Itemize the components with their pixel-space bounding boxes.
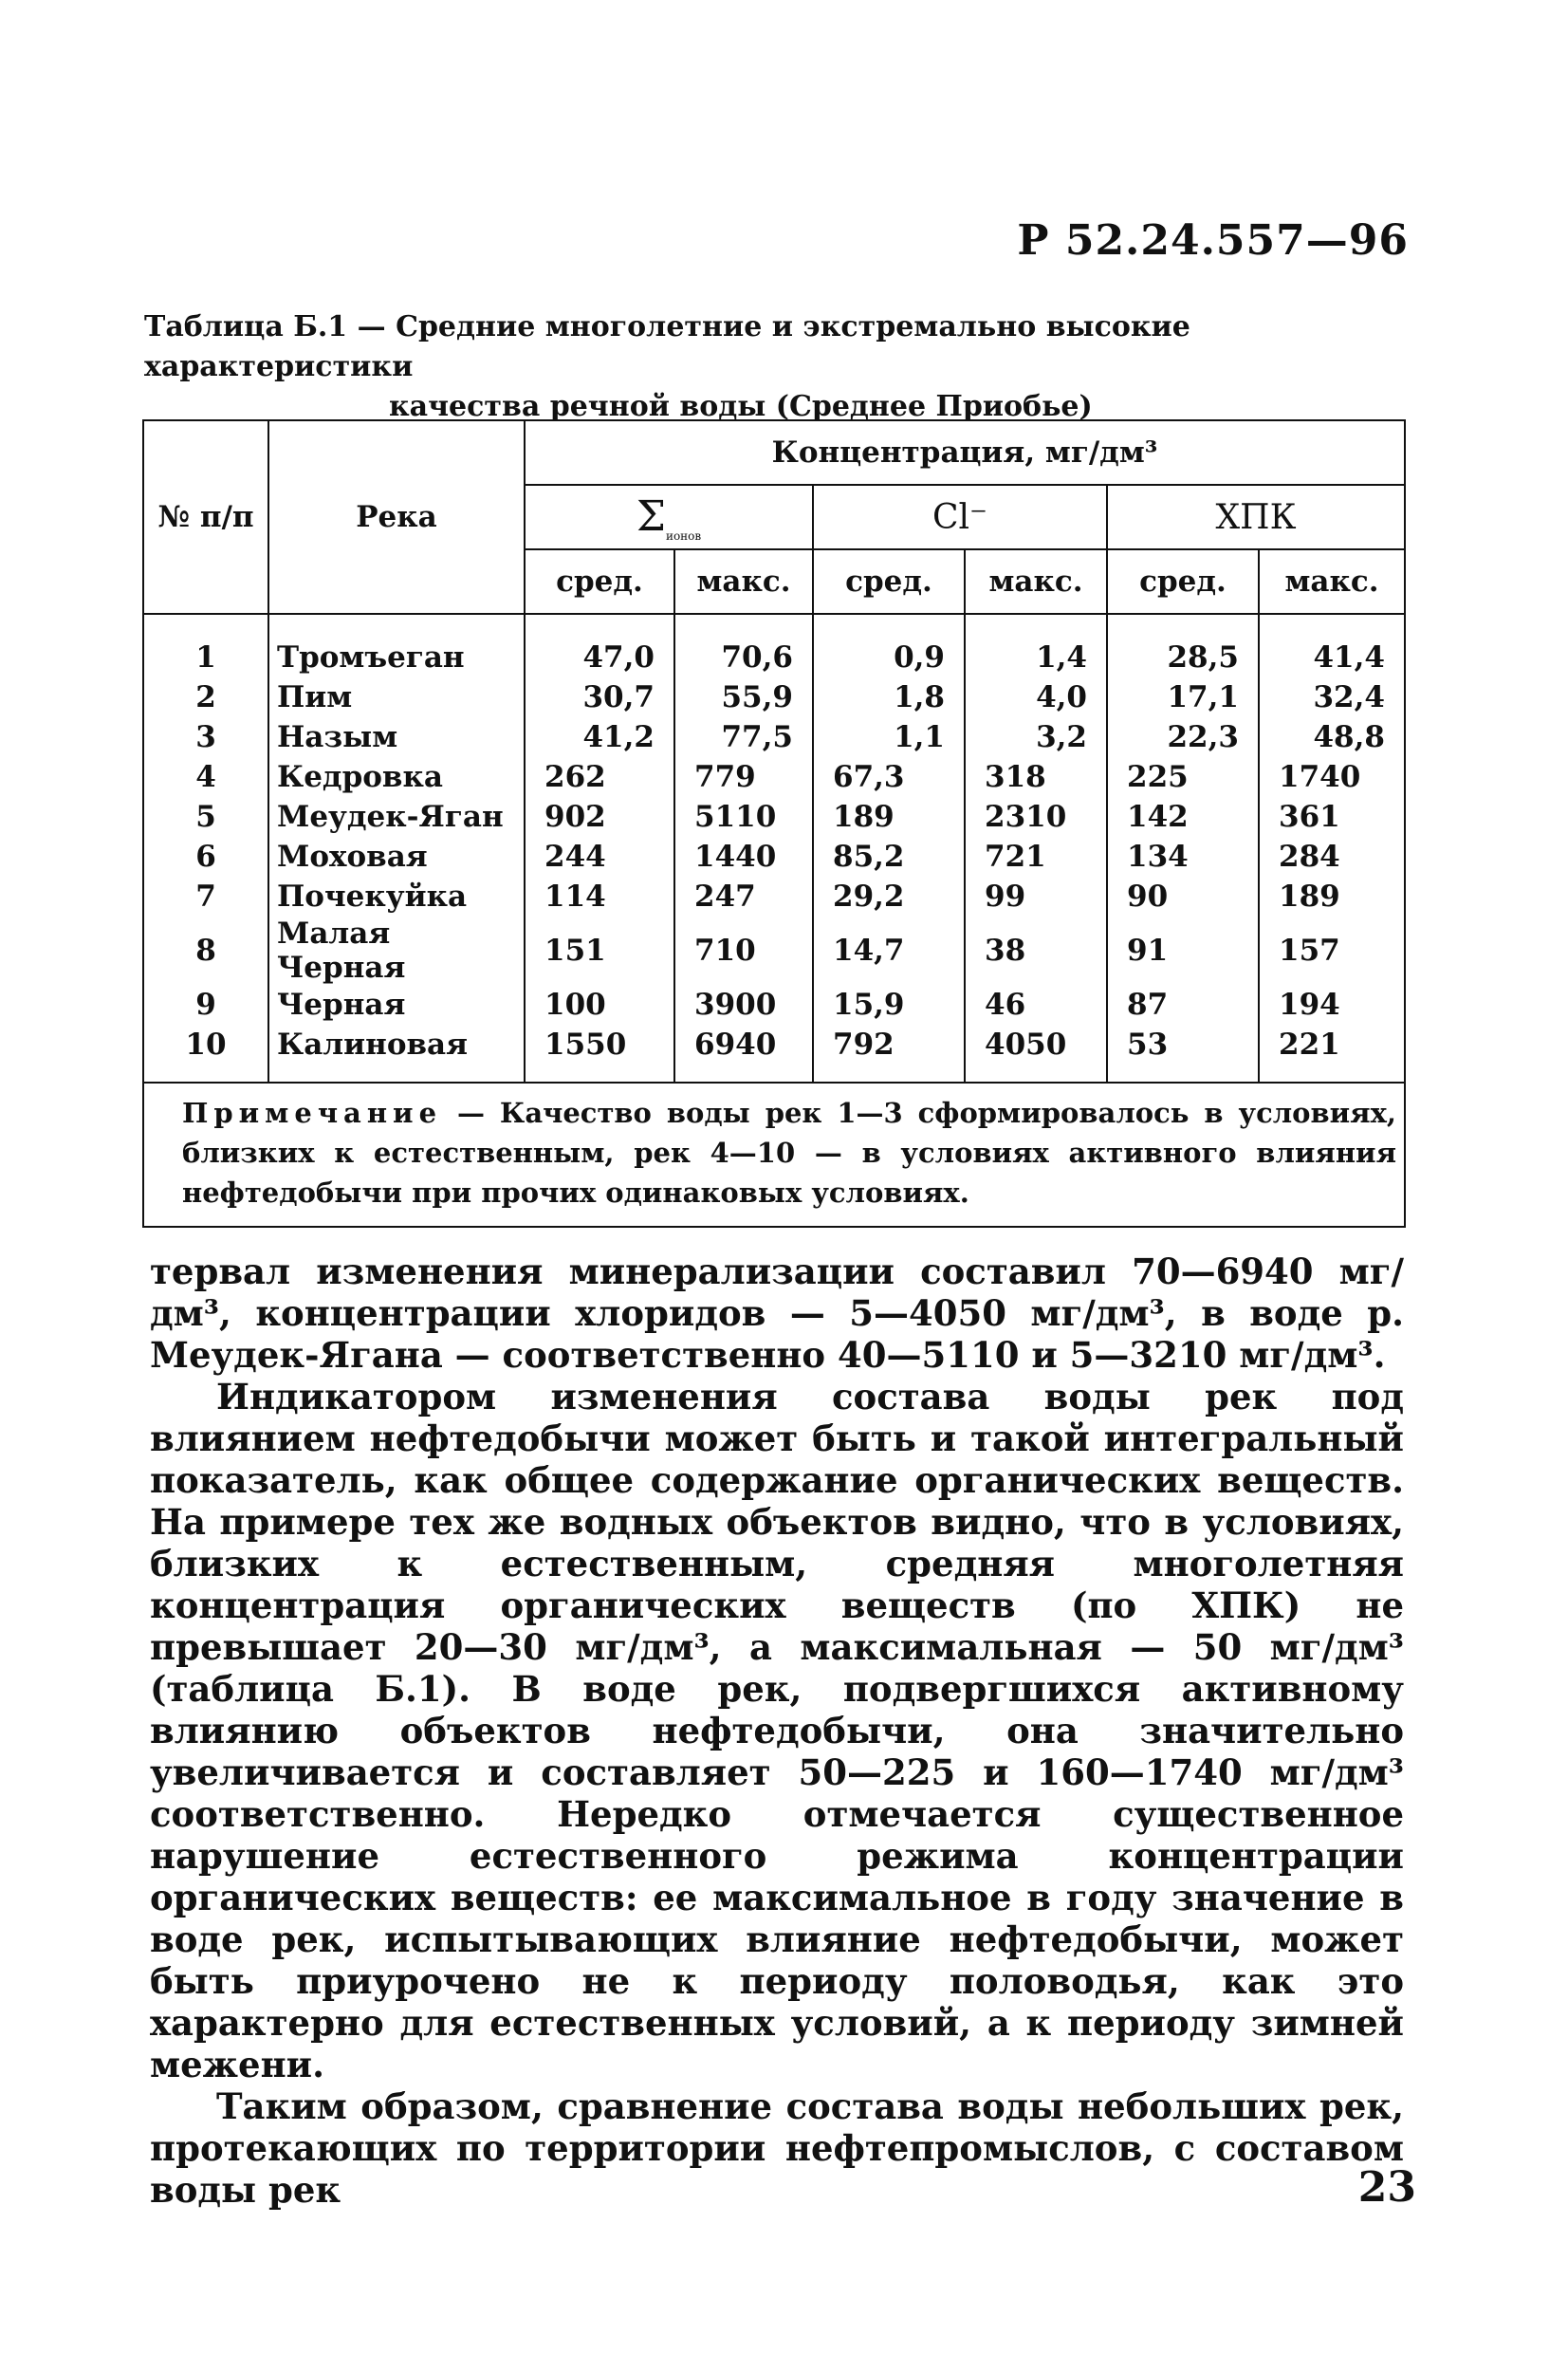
river-name: Меудек-Яган xyxy=(268,797,525,837)
cl-max: 2310 xyxy=(965,797,1107,837)
cl-mean: 15,9 xyxy=(813,985,965,1025)
paragraph-1: тервал изменения минерализации составил 70—6940 мг/дм³, концентрации хлоридов — 5—4050 мг/дм³, в воде р. Меудек-Ягана — соответственно 40—5110 и 5—3210 мг/дм³. xyxy=(150,1251,1404,1376)
cl-mean: 85,2 xyxy=(813,837,965,877)
sum-mean: 47,0 xyxy=(525,614,674,677)
cod-max: 189 xyxy=(1259,877,1405,917)
paragraph-2: Индикатором изменения состава воды рек под влиянием нефтедобычи может быть и такой интегральный показатель, как общее содержание органических веществ. На примере тех же водных объектов видно, что в условиях, близких к естественным, средняя многолетняя концентрация органических веществ (по ХПК) не превышает 20—30 мг/дм³, а максимальная — 50 мг/дм³ (таблица Б.1). В воде рек, подвергшихся активному влиянию объектов нефтедобычи, она значительно увеличивается и составляет 50—225 и 160—1740 мг/дм³ соответственно. Нередко отмечается существенное нарушение естественного режима концентрации органических веществ: ее максимальное в году значение в воде рек, испытывающих влияние нефтедобычи, может быть приурочено не к периоду половодья, как это характерно для естественных условий, а к периоду зимней межени. xyxy=(150,1376,1404,2085)
cl-max: 3,2 xyxy=(965,717,1107,757)
cod-mean: 225 xyxy=(1107,757,1259,797)
sum-max: 1440 xyxy=(674,837,813,877)
note-label: Примечание xyxy=(182,1097,443,1129)
col-header-river: Река xyxy=(268,420,525,614)
sigma-symbol: Σ xyxy=(636,491,666,541)
sigma-subscript: ионов xyxy=(665,528,702,543)
table-row xyxy=(143,917,1405,985)
sum-mean: 1550 xyxy=(525,1025,674,1083)
sum-max: 70,6 xyxy=(674,614,813,677)
table-caption xyxy=(144,307,1396,427)
cl-max: 721 xyxy=(965,837,1107,877)
page-number: 23 xyxy=(1357,2163,1416,2212)
cod-mean: 142 xyxy=(1107,797,1259,837)
cod-mean: 22,3 xyxy=(1107,717,1259,757)
cl-mean: 1,1 xyxy=(813,717,965,757)
cl-max: 4,0 xyxy=(965,677,1107,717)
sum-max: 77,5 xyxy=(674,717,813,757)
sum-mean: 41,2 xyxy=(525,717,674,757)
row-number: 8 xyxy=(143,917,268,985)
table-note xyxy=(143,1083,1405,1227)
table-row xyxy=(143,877,1405,917)
table-row xyxy=(143,677,1405,717)
document-code: Р 52.24.557—96 xyxy=(1017,216,1409,265)
cl-max: 1,4 xyxy=(965,614,1107,677)
sum-max: 247 xyxy=(674,877,813,917)
note-text: — Качество воды рек 1—3 сформировалось в условиях, близких к естественным, рек 4—10 — в условиях активного влияния нефтедобычи при прочих одинаковых условиях. xyxy=(182,1097,1396,1209)
sum-mean: 100 xyxy=(525,985,674,1025)
sum-max: 55,9 xyxy=(674,677,813,717)
cl-max: 318 xyxy=(965,757,1107,797)
sum-max: 3900 xyxy=(674,985,813,1025)
row-number: 7 xyxy=(143,877,268,917)
sum-mean: 902 xyxy=(525,797,674,837)
river-name: Тромъеган xyxy=(268,614,525,677)
cod-max: 284 xyxy=(1259,837,1405,877)
body-text xyxy=(150,1251,1404,2211)
col-header-cod-mean: сред. xyxy=(1107,549,1259,614)
table-row xyxy=(143,1025,1405,1083)
cod-mean: 53 xyxy=(1107,1025,1259,1083)
cod-mean: 17,1 xyxy=(1107,677,1259,717)
table-row xyxy=(143,614,1405,677)
col-header-cl-mean: сред. xyxy=(813,549,965,614)
river-name: Моховая xyxy=(268,837,525,877)
river-name: Калиновая xyxy=(268,1025,525,1083)
table-row xyxy=(143,797,1405,837)
river-name: Малая Черная xyxy=(268,917,525,985)
sum-mean: 262 xyxy=(525,757,674,797)
cod-max: 41,4 xyxy=(1259,614,1405,677)
table-row xyxy=(143,985,1405,1025)
cod-mean: 134 xyxy=(1107,837,1259,877)
sum-max: 779 xyxy=(674,757,813,797)
river-name: Назым xyxy=(268,717,525,757)
cod-max: 48,8 xyxy=(1259,717,1405,757)
cl-max: 46 xyxy=(965,985,1107,1025)
river-name: Черная xyxy=(268,985,525,1025)
cl-mean: 0,9 xyxy=(813,614,965,677)
water-quality-table xyxy=(142,419,1406,1228)
table-caption-line-2: качества речной воды (Среднее Приобье) xyxy=(389,390,1093,423)
sum-mean: 151 xyxy=(525,917,674,985)
cod-max: 221 xyxy=(1259,1025,1405,1083)
cod-max: 32,4 xyxy=(1259,677,1405,717)
row-number: 1 xyxy=(143,614,268,677)
row-number: 4 xyxy=(143,757,268,797)
col-header-chloride: Cl⁻ xyxy=(813,485,1107,549)
cl-max: 99 xyxy=(965,877,1107,917)
table-row xyxy=(143,717,1405,757)
row-number: 6 xyxy=(143,837,268,877)
cod-max: 194 xyxy=(1259,985,1405,1025)
col-header-cl-max: макс. xyxy=(965,549,1107,614)
table-row xyxy=(143,757,1405,797)
cod-max: 157 xyxy=(1259,917,1405,985)
cl-max: 38 xyxy=(965,917,1107,985)
cod-mean: 91 xyxy=(1107,917,1259,985)
col-header-cod-max: макс. xyxy=(1259,549,1405,614)
cl-mean: 792 xyxy=(813,1025,965,1083)
row-number: 3 xyxy=(143,717,268,757)
cl-mean: 29,2 xyxy=(813,877,965,917)
col-header-cod: ХПК xyxy=(1107,485,1405,549)
col-header-ion-sum xyxy=(525,485,813,549)
river-name: Почекуйка xyxy=(268,877,525,917)
river-name: Кедровка xyxy=(268,757,525,797)
sum-max: 6940 xyxy=(674,1025,813,1083)
row-number: 10 xyxy=(143,1025,268,1083)
row-number: 2 xyxy=(143,677,268,717)
river-name: Пим xyxy=(268,677,525,717)
table-row xyxy=(143,837,1405,877)
cod-mean: 90 xyxy=(1107,877,1259,917)
row-number: 5 xyxy=(143,797,268,837)
col-header-sum-mean: сред. xyxy=(525,549,674,614)
col-header-number: № п/п xyxy=(143,420,268,614)
cod-max: 1740 xyxy=(1259,757,1405,797)
table-note-row xyxy=(143,1083,1405,1227)
cod-mean: 28,5 xyxy=(1107,614,1259,677)
table-caption-line-1: Таблица Б.1 — Средние многолетние и экстремально высокие характеристики xyxy=(144,310,1190,383)
row-number: 9 xyxy=(143,985,268,1025)
sum-mean: 244 xyxy=(525,837,674,877)
paragraph-3: Таким образом, сравнение состава воды небольших рек, протекающих по территории нефтепромыслов, с составом воды рек xyxy=(150,2085,1404,2211)
col-header-concentration: Концентрация, мг/дм³ xyxy=(525,420,1405,485)
sum-max: 5110 xyxy=(674,797,813,837)
cl-mean: 67,3 xyxy=(813,757,965,797)
cl-max: 4050 xyxy=(965,1025,1107,1083)
sum-mean: 30,7 xyxy=(525,677,674,717)
cl-mean: 14,7 xyxy=(813,917,965,985)
cod-mean: 87 xyxy=(1107,985,1259,1025)
sum-mean: 114 xyxy=(525,877,674,917)
col-header-sum-max: макс. xyxy=(674,549,813,614)
cl-mean: 189 xyxy=(813,797,965,837)
sum-max: 710 xyxy=(674,917,813,985)
cod-max: 361 xyxy=(1259,797,1405,837)
cl-mean: 1,8 xyxy=(813,677,965,717)
